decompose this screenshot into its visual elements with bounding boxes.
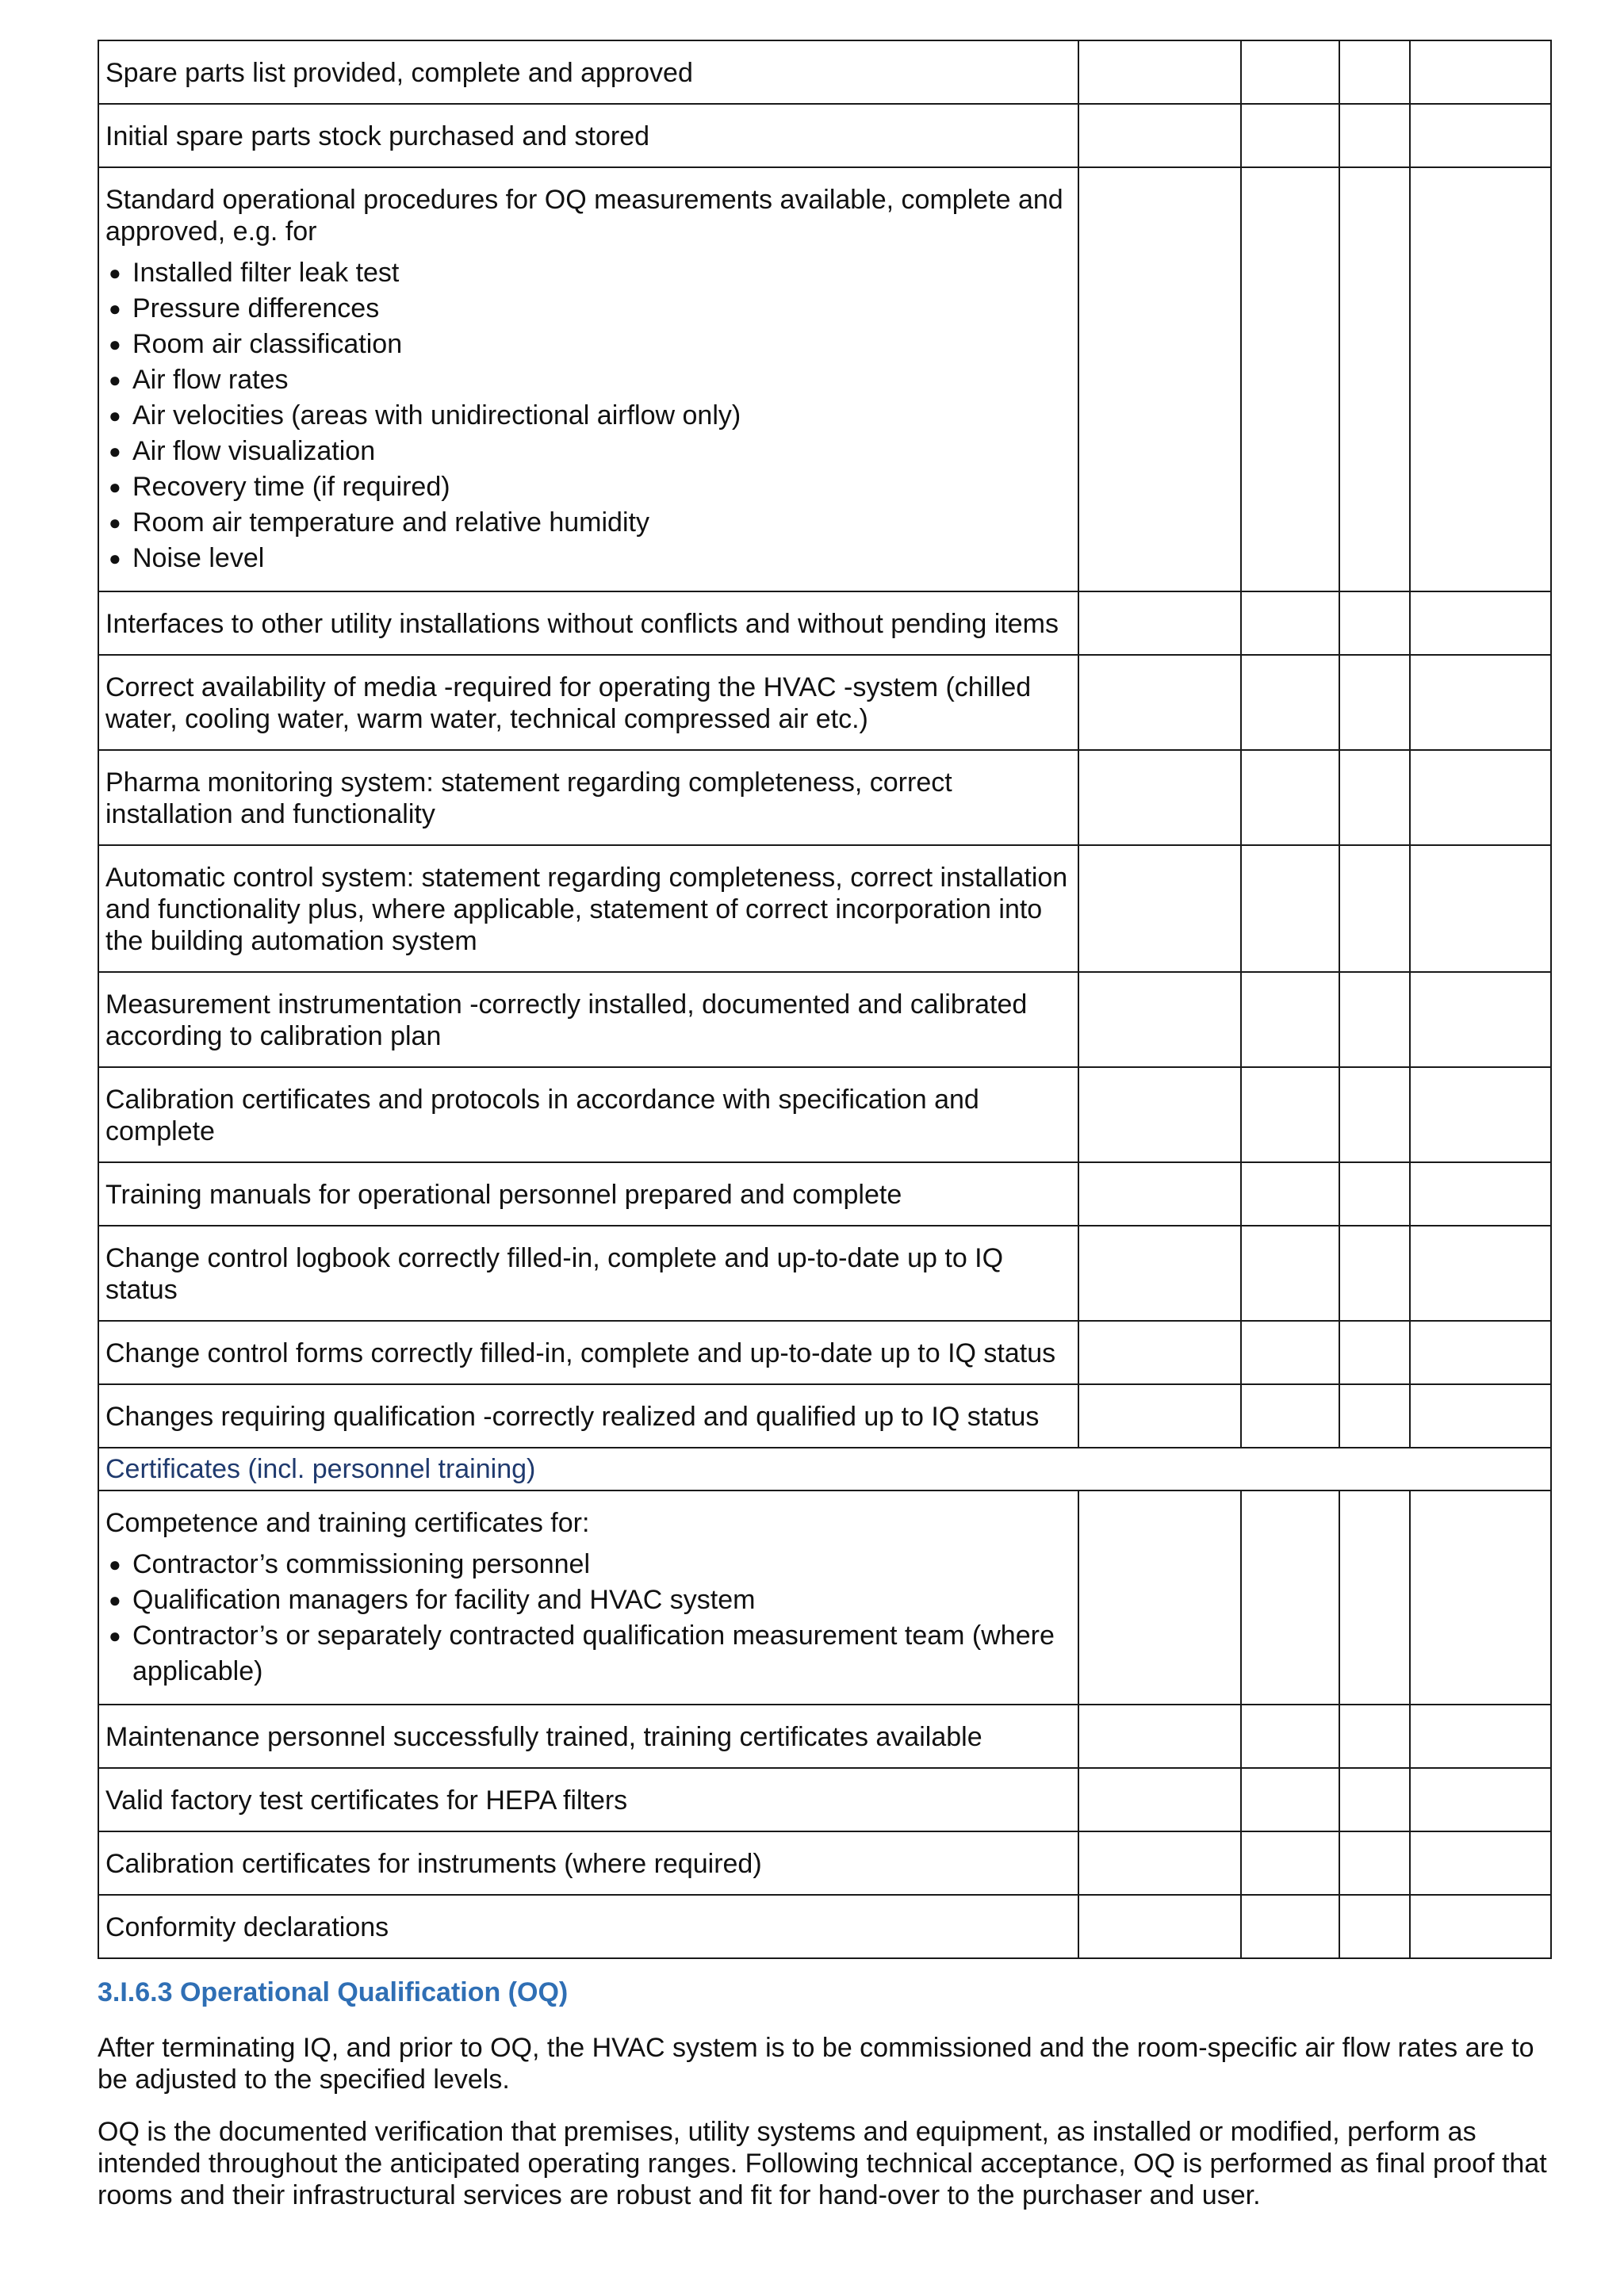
checklist-item-cell xyxy=(98,1321,1078,1384)
check-cell-4[interactable] xyxy=(1410,1321,1551,1384)
checklist-item-text: Maintenance personnel successfully trained, training certificates available xyxy=(105,1722,982,1752)
bullet-item: ● Recovery time (if required) xyxy=(105,469,1071,505)
bullet-item: ● Air flow visualization xyxy=(105,434,1071,469)
check-cell-2[interactable] xyxy=(1241,104,1339,167)
table-row xyxy=(98,1067,1551,1162)
checklist-item-cell xyxy=(98,1768,1078,1831)
check-cell-4[interactable] xyxy=(1410,1490,1551,1705)
checklist-item-text: Calibration certificates for instruments (where required) xyxy=(105,1849,762,1879)
check-cell-1[interactable] xyxy=(1078,1162,1241,1226)
check-cell-1[interactable] xyxy=(1078,1226,1241,1321)
check-cell-1[interactable] xyxy=(1078,104,1241,167)
check-cell-3[interactable] xyxy=(1339,1162,1410,1226)
checklist-item-cell xyxy=(98,655,1078,750)
check-cell-1[interactable] xyxy=(1078,1895,1241,1958)
check-cell-2[interactable] xyxy=(1241,1067,1339,1162)
checklist-part1 xyxy=(98,40,1551,1448)
check-cell-1[interactable] xyxy=(1078,845,1241,972)
check-cell-1[interactable] xyxy=(1078,1705,1241,1768)
check-cell-2[interactable] xyxy=(1241,750,1339,845)
check-cell-4[interactable] xyxy=(1410,40,1551,104)
check-cell-3[interactable] xyxy=(1339,1831,1410,1895)
checklist-item-cell xyxy=(98,1162,1078,1226)
check-cell-1[interactable] xyxy=(1078,1490,1241,1705)
checklist-item-text: Pharma monitoring system: statement regarding completeness, correct installation and functionality xyxy=(105,767,952,829)
checklist-item-cell xyxy=(98,1384,1078,1448)
checklist-item-cell xyxy=(98,750,1078,845)
checklist-item-text: Standard operational procedures for OQ measurements available, complete and approved, e.g. for xyxy=(105,185,1063,247)
bullet-item: ● Contractor’s or separately contracted qualification measurement team (where applicable) xyxy=(105,1618,1071,1689)
table-row xyxy=(98,750,1551,845)
check-cell-2[interactable] xyxy=(1241,1831,1339,1895)
check-cell-2[interactable] xyxy=(1241,1705,1339,1768)
table-row xyxy=(98,1768,1551,1831)
check-cell-4[interactable] xyxy=(1410,1162,1551,1226)
bullet-item: ● Noise level xyxy=(105,541,1071,576)
checklist-item-text: Training manuals for operational personnel prepared and complete xyxy=(105,1180,902,1210)
check-cell-1[interactable] xyxy=(1078,40,1241,104)
checklist-item-cell xyxy=(98,1490,1078,1705)
checklist-item-text: Measurement instrumentation -correctly installed, documented and calibrated according to calibration plan xyxy=(105,989,1028,1051)
check-cell-1[interactable] xyxy=(1078,1067,1241,1162)
section-heading: 3.I.6.3 Operational Qualification (OQ) xyxy=(98,1977,569,2007)
checklist-item-text: Conformity declarations xyxy=(105,1912,389,1942)
check-cell-3[interactable] xyxy=(1339,1895,1410,1958)
check-cell-4[interactable] xyxy=(1410,104,1551,167)
section-row-label: Certificates (incl. personnel training) xyxy=(98,1448,1551,1490)
table-row xyxy=(98,845,1551,972)
check-cell-3[interactable] xyxy=(1339,845,1410,972)
check-cell-1[interactable] xyxy=(1078,655,1241,750)
checklist-item-cell xyxy=(98,845,1078,972)
checklist-item-cell xyxy=(98,1895,1078,1958)
bullet-item: ● Air velocities (areas with unidirectional airflow only) xyxy=(105,398,1071,434)
checklist-item-cell xyxy=(98,1705,1078,1768)
check-cell-3[interactable] xyxy=(1339,750,1410,845)
iq-checklist-table xyxy=(98,40,1552,1959)
checklist-item-text: Competence and training certificates for: xyxy=(105,1508,590,1538)
check-cell-4[interactable] xyxy=(1410,655,1551,750)
bullet-item: ● Pressure differences xyxy=(105,291,1071,327)
check-cell-2[interactable] xyxy=(1241,1226,1339,1321)
table-row xyxy=(98,1490,1551,1705)
check-cell-4[interactable] xyxy=(1410,1705,1551,1768)
table-row xyxy=(98,1226,1551,1321)
bullet-list xyxy=(105,255,1071,576)
bullet-item: ● Air flow rates xyxy=(105,362,1071,398)
check-cell-2[interactable] xyxy=(1241,845,1339,972)
checklist-item-cell xyxy=(98,1831,1078,1895)
check-cell-2[interactable] xyxy=(1241,40,1339,104)
bullet-item: ● Contractor’s commissioning personnel xyxy=(105,1547,1071,1582)
check-cell-4[interactable] xyxy=(1410,1895,1551,1958)
paragraph-2: OQ is the documented verification that premises, utility systems and equipment, as installed or modified, perform as intended throughout the anticipated operating ranges. Following technical acceptance, OQ is performed as final proof that rooms and their infrastructural services are robust and fit for hand-over to the purchaser and user. xyxy=(98,2117,1547,2210)
check-cell-3[interactable] xyxy=(1339,591,1410,655)
check-cell-2[interactable] xyxy=(1241,1321,1339,1384)
check-cell-4[interactable] xyxy=(1410,972,1551,1067)
check-cell-1[interactable] xyxy=(1078,1831,1241,1895)
checklist-item-text: Spare parts list provided, complete and approved xyxy=(105,58,693,88)
check-cell-1[interactable] xyxy=(1078,1768,1241,1831)
table-row xyxy=(98,655,1551,750)
check-cell-4[interactable] xyxy=(1410,591,1551,655)
checklist-item-cell xyxy=(98,167,1078,591)
document-page xyxy=(98,40,1550,2211)
checklist-item-cell xyxy=(98,1067,1078,1162)
bullet-item: ● Qualification managers for facility and HVAC system xyxy=(105,1582,1071,1618)
checklist-item-text: Valid factory test certificates for HEPA filters xyxy=(105,1785,628,1816)
checklist-item-cell xyxy=(98,40,1078,104)
bullet-item: ● Room air temperature and relative humidity xyxy=(105,505,1071,541)
table-row xyxy=(98,104,1551,167)
table-row xyxy=(98,1162,1551,1226)
table-row xyxy=(98,1384,1551,1448)
check-cell-4[interactable] xyxy=(1410,1384,1551,1448)
table-row xyxy=(98,1831,1551,1895)
checklist-part2 xyxy=(98,1490,1551,1958)
table-row xyxy=(98,591,1551,655)
checklist-item-text: Calibration certificates and protocols in accordance with specification and complete xyxy=(105,1085,979,1146)
check-cell-2[interactable] xyxy=(1241,1490,1339,1705)
check-cell-2[interactable] xyxy=(1241,1384,1339,1448)
table-row xyxy=(98,972,1551,1067)
checklist-item-text: Changes requiring qualification -correctly realized and qualified up to IQ status xyxy=(105,1402,1040,1432)
check-cell-3[interactable] xyxy=(1339,1705,1410,1768)
checklist-item-text: Change control forms correctly filled-in, complete and up-to-date up to IQ status xyxy=(105,1338,1056,1368)
checklist-item-text: Initial spare parts stock purchased and stored xyxy=(105,121,650,151)
check-cell-4[interactable] xyxy=(1410,1226,1551,1321)
check-cell-3[interactable] xyxy=(1339,40,1410,104)
check-cell-2[interactable] xyxy=(1241,167,1339,591)
checklist-item-cell xyxy=(98,1226,1078,1321)
check-cell-2[interactable] xyxy=(1241,1162,1339,1226)
section-row xyxy=(98,1448,1551,1490)
check-cell-3[interactable] xyxy=(1339,972,1410,1067)
checklist-item-text: Correct availability of media -required for operating the HVAC -system (chilled water, cooling water, warm water, technical compressed air etc.) xyxy=(105,672,1032,734)
check-cell-2[interactable] xyxy=(1241,1895,1339,1958)
check-cell-4[interactable] xyxy=(1410,845,1551,972)
check-cell-4[interactable] xyxy=(1410,1067,1551,1162)
bullet-list xyxy=(105,1547,1071,1689)
check-cell-2[interactable] xyxy=(1241,1768,1339,1831)
checklist-item-cell xyxy=(98,972,1078,1067)
check-cell-2[interactable] xyxy=(1241,591,1339,655)
check-cell-4[interactable] xyxy=(1410,750,1551,845)
check-cell-3[interactable] xyxy=(1339,1490,1410,1705)
check-cell-1[interactable] xyxy=(1078,591,1241,655)
table-row xyxy=(98,1705,1551,1768)
check-cell-3[interactable] xyxy=(1339,655,1410,750)
check-cell-3[interactable] xyxy=(1339,167,1410,591)
check-cell-3[interactable] xyxy=(1339,1226,1410,1321)
check-cell-3[interactable] xyxy=(1339,1768,1410,1831)
table-row xyxy=(98,167,1551,591)
table-row xyxy=(98,1895,1551,1958)
check-cell-1[interactable] xyxy=(1078,972,1241,1067)
checklist-item-text: Change control logbook correctly filled-in, complete and up-to-date up to IQ status xyxy=(105,1243,1004,1305)
checklist-item-text: Automatic control system: statement regarding completeness, correct installation and functionality plus, where applicable, statement of correct incorporation into the building automation system xyxy=(105,863,1068,956)
check-cell-2[interactable] xyxy=(1241,972,1339,1067)
bullet-item: ● Installed filter leak test xyxy=(105,255,1071,291)
check-cell-3[interactable] xyxy=(1339,1321,1410,1384)
checklist-item-cell xyxy=(98,104,1078,167)
check-cell-1[interactable] xyxy=(1078,167,1241,591)
check-cell-4[interactable] xyxy=(1410,167,1551,591)
check-cell-1[interactable] xyxy=(1078,750,1241,845)
check-cell-3[interactable] xyxy=(1339,104,1410,167)
check-cell-4[interactable] xyxy=(1410,1768,1551,1831)
check-cell-1[interactable] xyxy=(1078,1384,1241,1448)
table-row xyxy=(98,1321,1551,1384)
check-cell-3[interactable] xyxy=(1339,1384,1410,1448)
paragraph-1: After terminating IQ, and prior to OQ, the HVAC system is to be commissioned and the room-specific air flow rates are to be adjusted to the specified levels. xyxy=(98,2033,1534,2095)
check-cell-3[interactable] xyxy=(1339,1067,1410,1162)
check-cell-2[interactable] xyxy=(1241,655,1339,750)
check-cell-1[interactable] xyxy=(1078,1321,1241,1384)
check-cell-4[interactable] xyxy=(1410,1831,1551,1895)
checklist-item-cell xyxy=(98,591,1078,655)
table-row xyxy=(98,40,1551,104)
bullet-item: ● Room air classification xyxy=(105,327,1071,362)
checklist-item-text: Interfaces to other utility installations without conflicts and without pending items xyxy=(105,609,1059,639)
